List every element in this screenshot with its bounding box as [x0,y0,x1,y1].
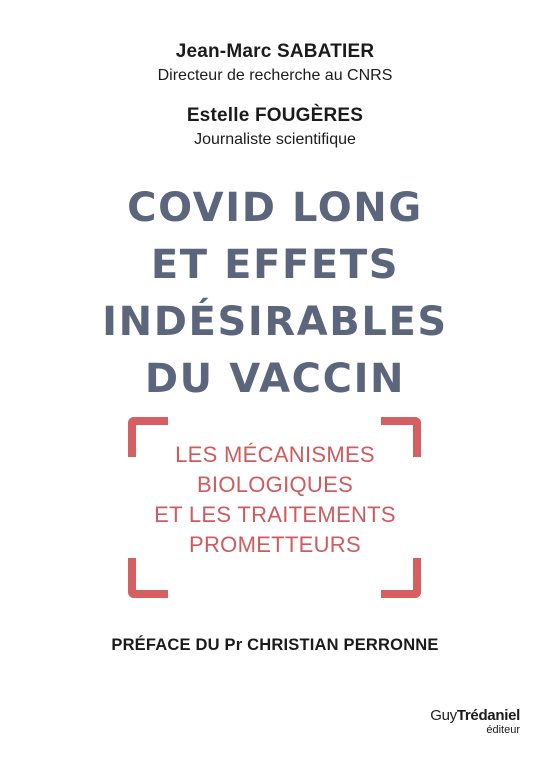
author-name-1: Jean-Marc SABATIER [175,41,375,62]
publisher-brand-first: Guy [430,707,457,724]
subtitle-line-3: ET LES TRAITEMENTS [154,502,396,527]
subtitle-line-4: PROMETTEURS [189,532,361,557]
author-role-2: Journaliste scientifique [194,131,356,148]
publisher-logo [430,708,520,736]
author-name-2: Estelle FOUGÈRES [186,105,364,126]
publisher-tagline: éditeur [486,724,520,736]
author-role-1: Directeur de recherche au CNRS [157,67,393,84]
title-line-3: INDÉSIRABLES [102,299,448,345]
title-line-2: ET EFFETS [150,242,400,288]
publisher-brand [430,708,520,724]
bracket-bottom-right [381,558,421,598]
preface-credit: PRÉFACE DU Pr CHRISTIAN PERRONNE [111,636,439,654]
bracket-bottom-left [128,558,168,598]
publisher-brand-second: Trédaniel [456,707,520,724]
book-subtitle [0,440,550,560]
title-line-1: COVID LONG [127,185,423,231]
book-title [0,180,550,408]
title-line-4: DU VACCIN [144,356,406,402]
subtitle-line-2: BIOLOGIQUES [196,472,354,497]
subtitle-line-1: LES MÉCANISMES [175,442,375,467]
